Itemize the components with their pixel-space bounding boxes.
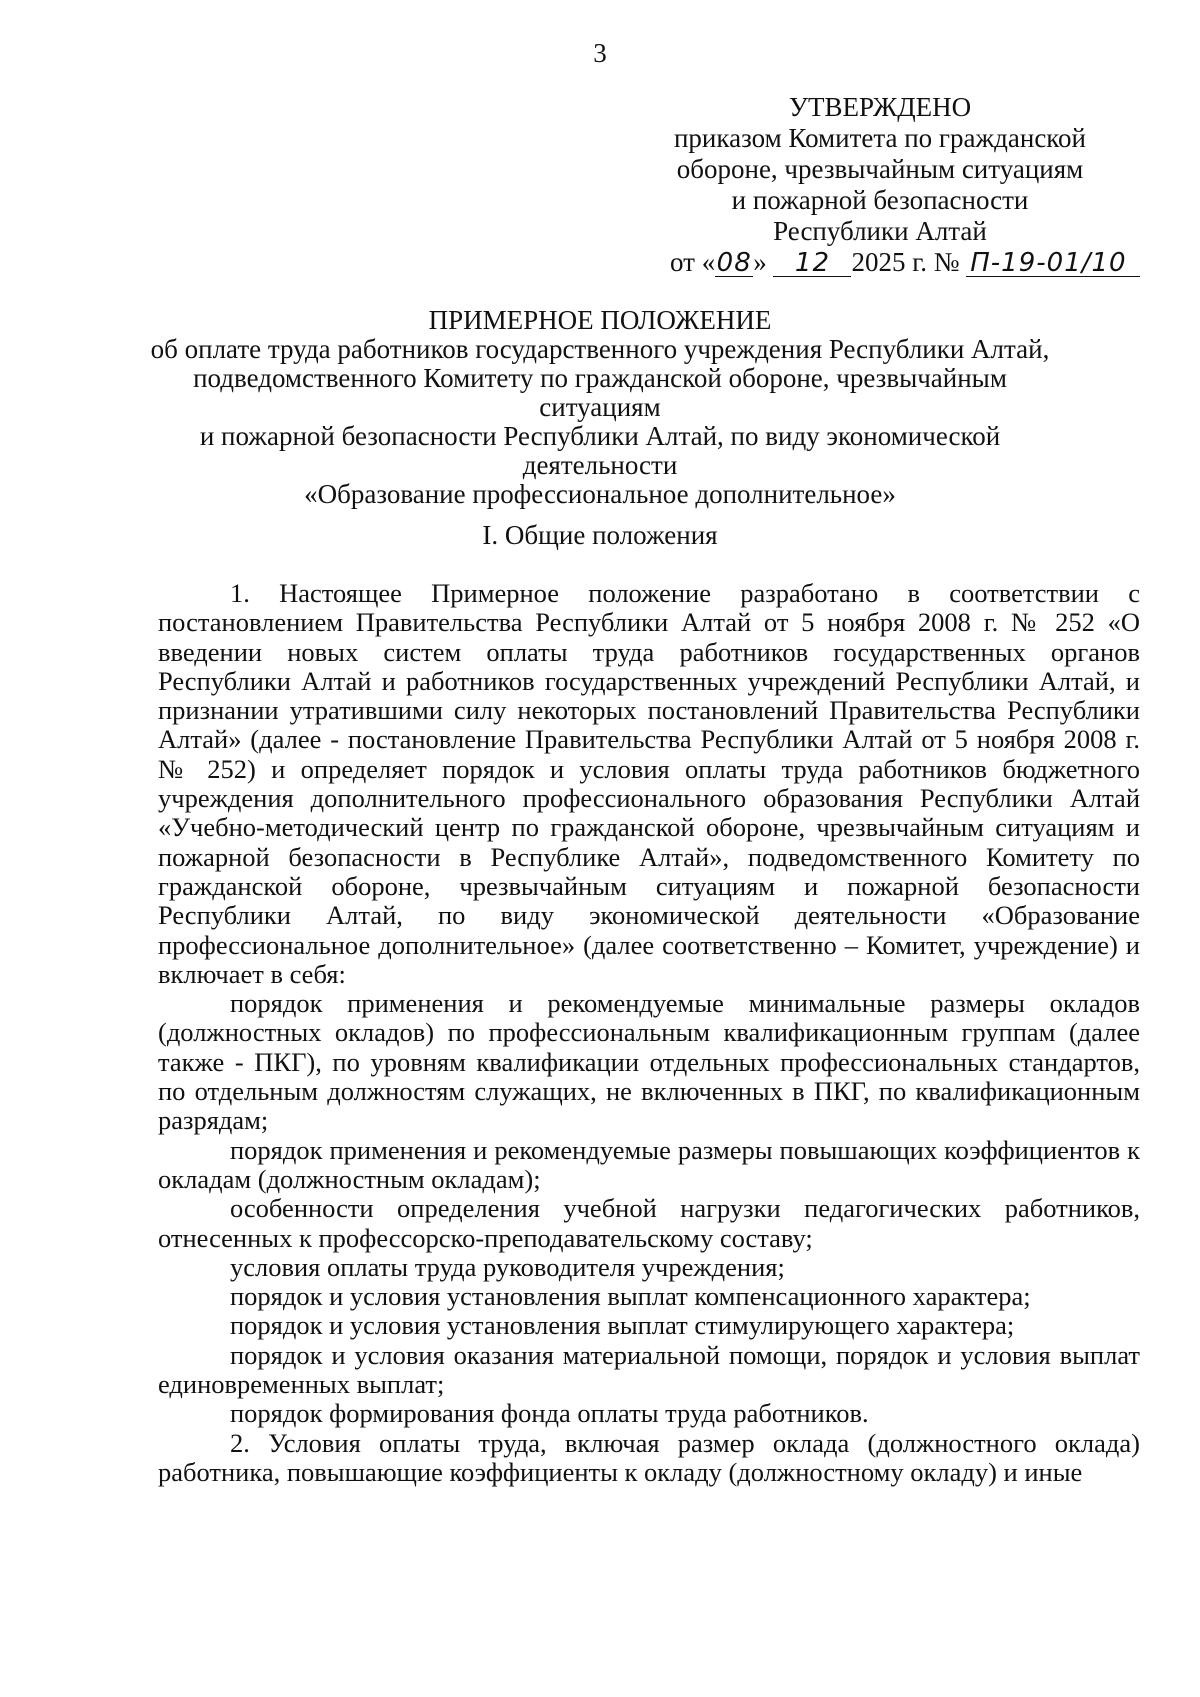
date-month-field bbox=[773, 249, 851, 277]
handwritten-day: 08 bbox=[716, 248, 752, 278]
paragraph: порядок применения и рекомендуемые размеры повышающих коэффициентов к окладам (должностным окладам); bbox=[158, 1134, 1140, 1194]
paragraph: порядок и условия установления выплат компенсационного характера; bbox=[230, 1281, 1031, 1312]
date-mid: » bbox=[753, 247, 767, 277]
page-number: 3 bbox=[593, 38, 607, 68]
document-subtitle-line: и пожарной безопасности Республики Алтай, по виду экономической деятельности bbox=[199, 421, 1001, 480]
document-subtitle-line: «Образование профессиональное дополнительное» bbox=[304, 479, 896, 509]
handwritten-order-number: П-19-01/10 bbox=[970, 248, 1127, 278]
document-subtitle-line: об оплате труда работников государственного учреждения Республики Алтай, bbox=[150, 334, 1050, 364]
approval-line: Республики Алтай bbox=[773, 216, 987, 246]
paragraph: условия оплаты труда руководителя учреждения; bbox=[230, 1251, 785, 1282]
paragraph: особенности определения учебной нагрузки педагогических работников, отнесенных к профессорско-преподавательскому составу; bbox=[158, 1193, 1140, 1253]
order-number-field bbox=[966, 249, 1140, 277]
paragraph: порядок и условия установления выплат стимулирующего характера; bbox=[230, 1310, 1015, 1341]
document-subtitle-line: подведомственного Комитету по гражданской обороне, чрезвычайным ситуациям bbox=[193, 363, 1007, 422]
section-heading: I. Общие положения bbox=[482, 520, 718, 550]
approval-date-line bbox=[660, 247, 1127, 278]
date-prefix: от « bbox=[670, 247, 716, 277]
approval-heading: УТВЕРЖДЕНО bbox=[788, 92, 972, 122]
approval-line: и пожарной безопасности bbox=[731, 185, 1029, 215]
paragraph: 2. Условия оплаты труда, включая размер оклада (должностного оклада) работника, повышающие коэффициенты к окладу (должностному окладу) и иные bbox=[158, 1427, 1140, 1487]
handwritten-month: 12 bbox=[794, 248, 830, 278]
document-title: ПРИМЕРНОЕ ПОЛОЖЕНИЕ bbox=[428, 305, 772, 335]
document-title-block bbox=[140, 306, 1060, 509]
approval-stamp-block bbox=[660, 92, 1127, 278]
approval-line: обороне, чрезвычайным ситуациям bbox=[676, 154, 1084, 184]
document-body bbox=[158, 579, 1140, 1487]
paragraph: порядок формирования фонда оплаты труда работников. bbox=[230, 1398, 869, 1429]
approval-line: приказом Комитета по гражданской bbox=[673, 123, 1086, 153]
paragraph: порядок и условия оказания материальной помощи, порядок и условия выплат единовременных выплат; bbox=[158, 1339, 1140, 1400]
paragraph: порядок применения и рекомендуемые минимальные размеры окладов (должностных окладов) по профессиональным квалификационным группам (далее также - ПКГ), по уровням квалификации отдельных профессиональных стандартов, по отдельным должностям служащих, не включенных в ПКГ, по квалификационным разрядам; bbox=[158, 988, 1140, 1136]
date-day-field bbox=[715, 249, 753, 277]
date-year: 2025 г. № bbox=[851, 247, 960, 277]
paragraph: 1. Настоящее Примерное положение разработано в соответствии с постановлением Правительства Республики Алтай от 5 ноября 2008 г. № 252 «О введении новых систем оплаты труда работников государственных органов Республики Алтай и работников государственных учреждений Республики Алтай, и признании утратившими силу некоторых постановлений Правительства Республики Алтай» (далее - постановление Правительства Республики Алтай от 5 ноября 2008 г. № 252) и определяет порядок и условия оплаты труда работников бюджетного учреждения дополнительного профессионального образования Республики Алтай «Учебно-методический центр по гражданской обороне, чрезвычайным ситуациям и пожарной безопасности в Республике Алтай», подведомственного Комитету по гражданской обороне, чрезвычайным ситуациям и пожарной безопасности Республики Алтай, по виду экономической деятельности «Образование профессиональное дополнительное» (далее соответственно – Комитет, учреждение) и включает в себя: bbox=[158, 578, 1140, 989]
